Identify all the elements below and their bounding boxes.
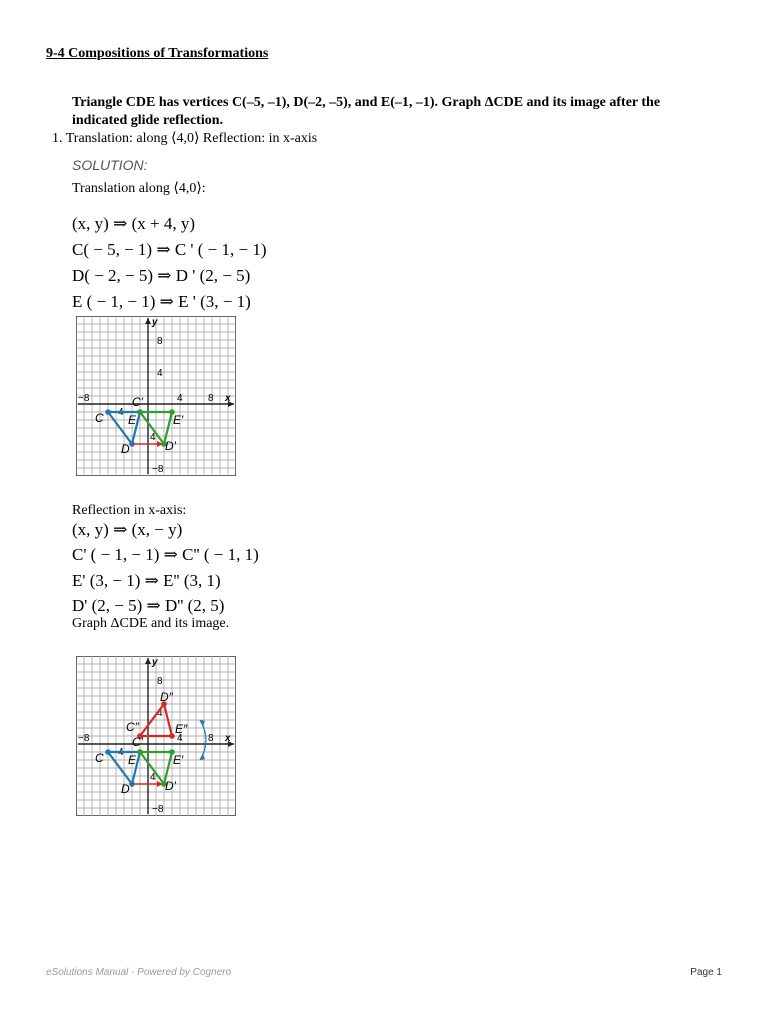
reflection-rule: (x, y) ⇒ (x, − y) [72,520,183,539]
x-tick-label: 4 [177,733,183,744]
graph-translation [76,316,236,476]
reflection-heading: Reflection in x-axis: [72,503,187,518]
x-tick-label: 4 [177,393,183,404]
x-tick-label: −8 [78,393,90,404]
label-d-double-prime: D″ [160,690,173,704]
label-c-prime: C′ [132,395,143,409]
y-axis-label: y [152,657,158,668]
solution-label: SOLUTION: [72,157,148,173]
label-d-prime: D′ [165,439,176,453]
page-title: 9-4 Compositions of Transformations [46,46,269,61]
y-tick-label: 4 [150,772,156,783]
y-tick-label: 4 [150,432,156,443]
y-tick-label: −8 [152,464,164,475]
x-tick-label: 8 [208,393,214,404]
y-axis-label: y [152,317,158,328]
translation-c-line: C( − 5, − 1) ⇒ C ' ( − 1, − 1) [72,240,267,259]
x-tick-label: 4 [118,747,124,758]
graph-instruction: Graph ΔCDE and its image. [72,616,230,631]
x-tick-label: 4 [118,407,124,418]
label-e: E [128,413,137,427]
problem-statement: Triangle CDE has vertices C(–5, –1), D(–2, –5), and E(–1, –1). Graph ΔCDE and its image after the indicated glide reflection. [72,95,661,128]
label-e-prime: E′ [173,753,184,767]
label-c-prime: C′ [132,735,143,749]
label-d: D [121,782,130,796]
y-tick-label: −8 [152,804,164,815]
label-e-prime: E′ [173,413,184,427]
label-c-double-prime: C″ [126,720,139,734]
translation-heading: Translation along ⟨4,0⟩: [72,181,206,196]
vertex-point [137,409,143,415]
graph-glide-reflection [76,656,236,822]
label-c: C [95,751,104,765]
vertex-point [105,749,111,755]
x-axis-label: x [225,733,231,744]
translation-e-line: E ( − 1, − 1) ⇒ E ' (3, − 1) [72,292,251,311]
footer-credit: eSolutions Manual - Powered by Cognero [46,967,232,978]
page-number: Page 1 [690,967,722,978]
reflection-e-line: E' (3, − 1) ⇒ E'' (3, 1) [72,571,221,590]
label-c: C [95,411,104,425]
label-d: D [121,442,130,456]
y-tick-label: 4 [157,368,163,379]
x-tick-label: 8 [208,733,214,744]
x-axis-label: x [225,393,231,404]
y-tick-label: 4 [157,708,163,719]
vertex-point [137,749,143,755]
translation-rule: (x, y) ⇒ (x + 4, y) [72,214,195,233]
vertex-point [169,733,175,739]
label-e: E [128,753,137,767]
label-e-double-prime: E″ [175,722,188,736]
translation-d-line: D( − 2, − 5) ⇒ D ' (2, − 5) [72,266,251,285]
reflection-c-line: C' ( − 1, − 1) ⇒ C'' ( − 1, 1) [72,545,259,564]
reflection-d-line: D' (2, − 5) ⇒ D'' (2, 5) [72,596,225,615]
vertex-point [105,409,111,415]
x-tick-label: −8 [78,733,90,744]
y-tick-label: 8 [157,336,163,347]
exercise-item: 1. Translation: along ⟨4,0⟩ Reflection: in x-axis [52,131,318,146]
label-d-prime: D′ [165,779,176,793]
y-tick-label: 8 [157,676,163,687]
